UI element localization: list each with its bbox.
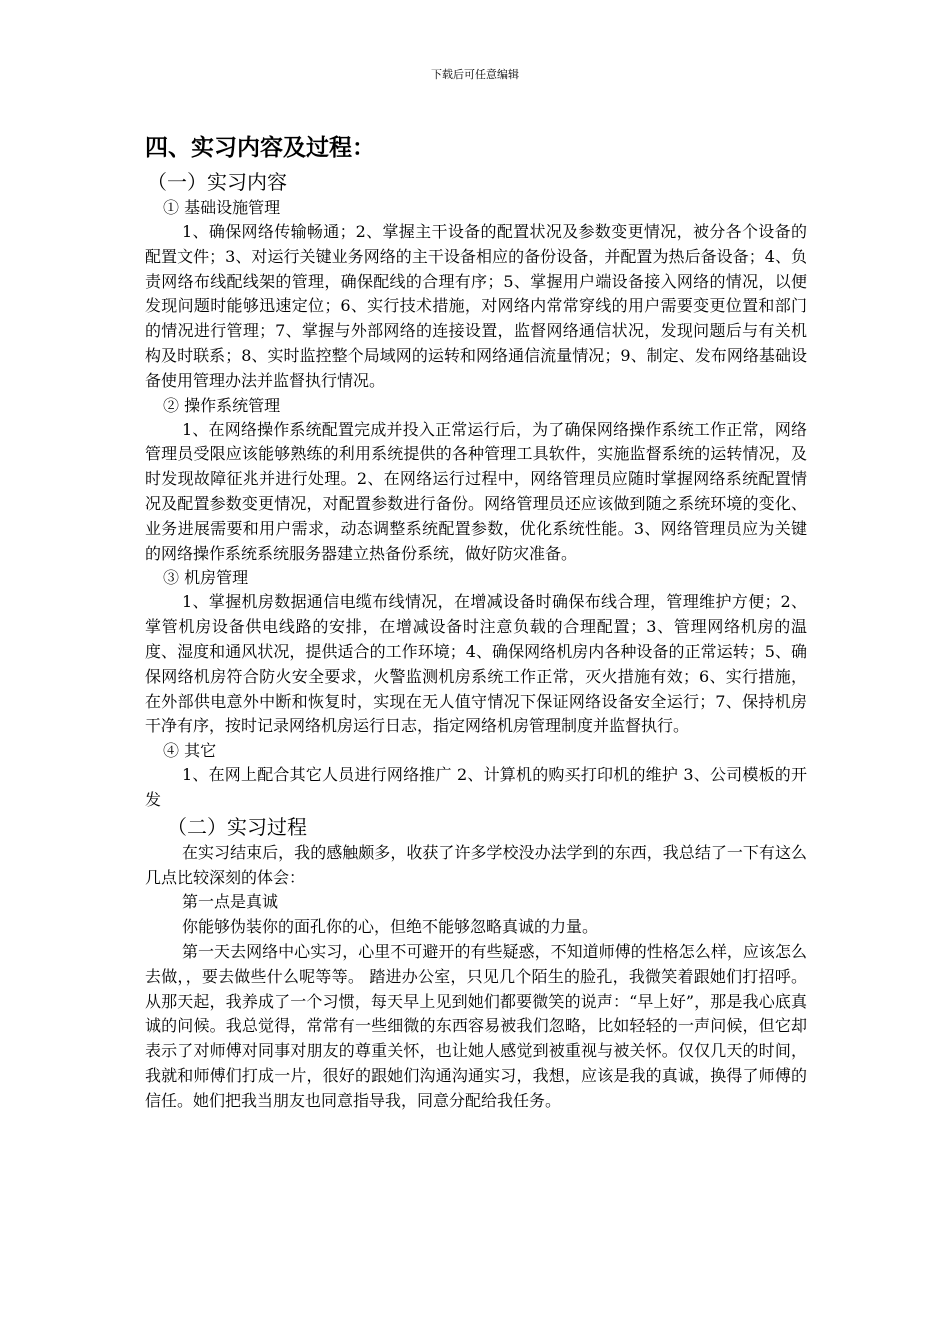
item-text-infrastructure: 1、确保网络传输畅通；2、掌握主干设备的配置状况及参数变更情况，被分各个设备的配置文件；3、对运行关键业务网络的主干设备相应的备份设备，并配置为热后备设备；4、负责网络布线配线架的管理，确保配线的合理有序；5、掌握用户端设备接入网络的情况，以便发现问题时能够迅速定位；6、实行技术措施，对网络内常常穿线的用户需要变更位置和部门的情况进行管理；7、掌握与外部网络的连接设置，监督网络通信状况，发现问题后与有关机构及时联系；8、实时监控整个局域网的运转和网络通信流量情况；9、制定、发布网络基础设备使用管理办法并监督执行情况。 xyxy=(145,222,807,390)
document-body xyxy=(145,130,807,1114)
section-heading: 四、实习内容及过程： xyxy=(145,135,375,161)
item-title-os: ② 操作系统管理 xyxy=(163,395,281,415)
header-note: 下载后可任意编辑 xyxy=(431,68,519,81)
subsection-title-content: （一）实习内容 xyxy=(147,170,287,194)
process-paragraph: 第一天去网络中心实习，心里不可避开的有些疑惑，不知道师傅的性格怎么样，应该怎么去做，，要去做些什么呢等等。 踏进办公室，只见几个陌生的脸孔，我微笑着跟她们打招呼。从那天起，我养成了一个习惯，每天早上见到她们都要微笑的说声：“早上好”，那是我心底真诚的问候。我总觉得，常常有一些细微的东西容易被我们忽略，比如轻轻的一声问候，但它却表示了对师傅对同事对朋友的尊重关怀，也让她人感觉到被重视与被关怀。仅仅几天的时间，我就和师傅们打成一片，很好的跟她们沟通沟通实习，我想，应该是我的真诚，换得了师傅的信任。她们把我当朋友也同意指导我，同意分配给我任务。 xyxy=(145,941,807,1110)
subsection-title-process: （二）实习过程 xyxy=(167,814,307,839)
process-paragraph: 第一点是真诚 xyxy=(182,892,279,912)
item-title-machine-room: ③ 机房管理 xyxy=(163,568,249,588)
item-text-machine-room: 1、掌握机房数据通信电缆布线情况，在增减设备时确保布线合理，管理维护方便；2、掌管机房设备供电线路的安排，在增减设备时注意负载的合理配置；3、管理网络机房的温度、湿度和通风状况，提供适合的工作环境；4、确保网络机房内各种设备的正常运转；5、确保网络机房符合防火安全要求，火警监测机房系统工作正常，灭火措施有效；6、实行措施，在外部供电意外中断和恢复时，实现在无人值守情况下保证网络设备安全运行；7、保持机房干净有序，按时记录网络机房运行日志，指定网络机房管理制度并监督执行。 xyxy=(145,592,807,736)
item-text-os: 1、在网络操作系统配置完成并投入正常运行后，为了确保网络操作系统工作正常，网络管理员受限应该能够熟练的利用系统提供的各种管理工具软件，实施监督系统的运转情况，及时发现故障征兆并进行处理。2、在网络运行过程中，网络管理员应随时掌握网络系统配置情况及配置参数变更情况，对配置参数进行备份。网络管理员还应该做到随之系统环境的变化、业务进展需要和用户需求，动态调整系统配置参数，优化系统性能。3、网络管理员应为关键的网络操作系统系统服务器建立热备份系统，做好防灾准备。 xyxy=(145,419,807,563)
item-title-infrastructure: ① 基础设施管理 xyxy=(163,198,281,217)
item-text-other: 1、在网上配合其它人员进行网络推广 2、计算机的购买打印机的维护 3、公司模板的开发 xyxy=(145,765,807,809)
item-title-other: ④ 其它 xyxy=(163,741,217,761)
process-paragraph: 在实习结束后，我的感触颇多，收获了许多学校没办法学到的东西，我总结了一下有这么几点比较深刻的体会： xyxy=(145,842,807,887)
process-paragraph: 你能够伪装你的面孔你的心，但绝不能够忽略真诚的力量。 xyxy=(182,917,599,937)
